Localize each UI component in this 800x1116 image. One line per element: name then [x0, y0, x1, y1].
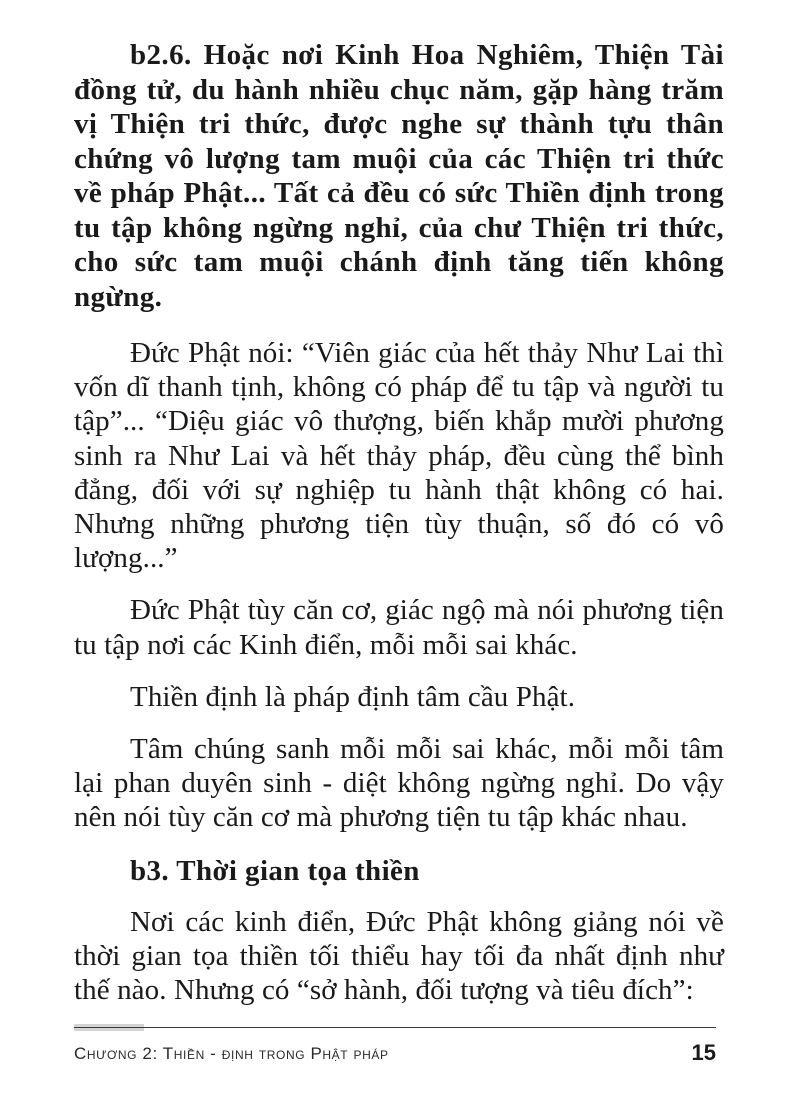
paragraph-b2-6: b2.6. Hoặc nơi Kinh Hoa Nghiêm, Thiện Tài đồng tử, du hành nhiều chục năm, gặp hàng trăm vị Thiện tri thức, được nghe sự thành tựu thân chứng vô lượng tam muội của các Thiện tri thức về pháp Phật... Tất cả đều có sức Thiền định trong tu tập không ngừng nghỉ, của chư Thiện tri thức, cho sức tam muội chánh định tăng tiến không ngừng. — [74, 39, 724, 313]
paragraph-thien-dinh: Thiền định là pháp định tâm cầu Phật. — [130, 680, 576, 713]
section-heading-b3: b3. Thời gian tọa thiền — [130, 854, 420, 887]
running-title: Chương 2: Thiền - định trong Phật pháp — [74, 1044, 389, 1063]
page-body — [74, 38, 724, 1025]
paragraph-vien-giac: Đức Phật nói: “Viên giác của hết thảy Như Lai thì vốn dĩ thanh tịnh, không có pháp để tu tập và người tu tập”... “Diệu giác vô thượng, biến khắp mười phương sinh ra Như Lai và hết thảy pháp, đều cùng thể bình đẳng, đối với sự nghiệp tu hành thật không có hai. Nhưng những phương tiện tùy thuận, số đó có vô lượng...” — [74, 337, 724, 575]
footer-divider — [74, 1027, 716, 1028]
page-number: 15 — [691, 1040, 716, 1065]
paragraph-tuy-can-co: Đức Phật tùy căn cơ, giác ngộ mà nói phương tiện tu tập nơi các Kinh điển, mỗi mỗi sai khác. — [74, 594, 724, 661]
page-footer — [74, 1040, 716, 1070]
paragraph-tam-chung-sanh: Tâm chúng sanh mỗi mỗi sai khác, mỗi mỗi tâm lại phan duyên sinh - diệt không ngừng nghỉ. Do vậy nên nói tùy căn cơ mà phương tiện tu tập khác nhau. — [74, 733, 724, 834]
paragraph-closing: Nơi các kinh điển, Đức Phật không giảng nói về thời gian tọa thiền tối thiểu hay tối đa nhất định như thế nào. Nhưng có “sở hành, đối tượng và tiêu đích”: — [74, 905, 724, 1007]
